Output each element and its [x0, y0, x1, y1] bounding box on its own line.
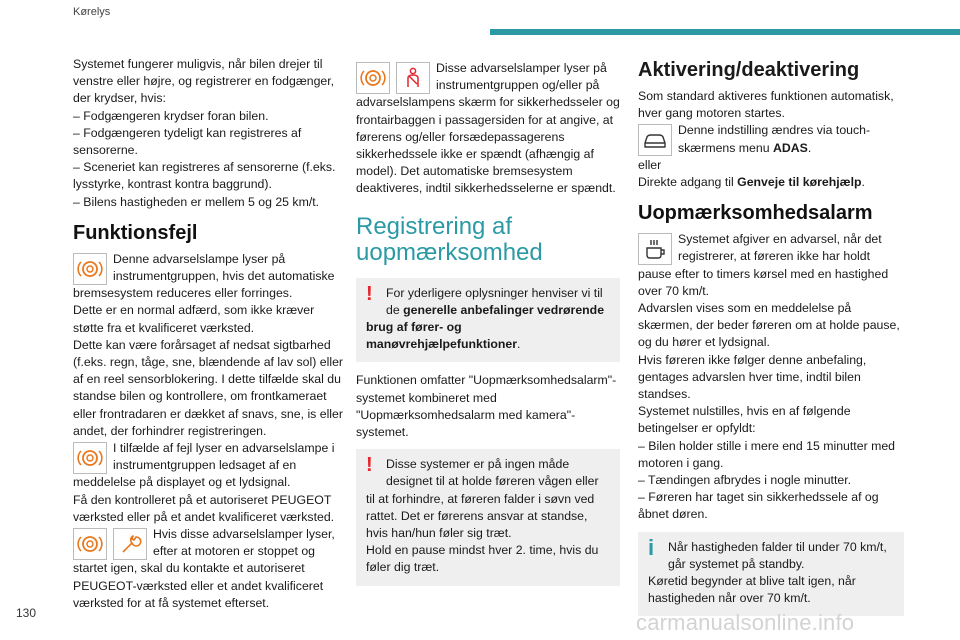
info-note [638, 532, 904, 617]
car-icon [638, 124, 672, 156]
paragraph: I tilfælde af fejl lyser en advarselslampe i instrumentgruppen ledsaget af en meddelelse på displayet og et lydsignal. [73, 441, 335, 490]
paragraph [366, 282, 610, 354]
paragraph [638, 174, 904, 191]
paragraph: Systemet nulstilles, hvis en af følgende betingelser er opfyldt: [638, 404, 851, 436]
warning-note [356, 278, 620, 363]
watermark: carmanualsonline.info [636, 610, 855, 635]
paragraph: Dette kan være forårsaget af nedsat sigtbarhed (f.eks. regn, tåge, sne, blændende af lav sol) eller af en reel sensorblokering. I dette tilfælde skal du standse bilen og kontrollere, om frontkameraet eller frontradaren er dækket af snavs, sne, is eller andet, der forhindrer registreringen. [73, 337, 343, 438]
fault-block-3 [73, 526, 345, 612]
heading-activation: Aktivering/deaktivering [638, 59, 860, 81]
info-icon: i [648, 534, 655, 560]
header-accent-bar [490, 29, 960, 35]
text: For yderligere oplysninger henviser vi til de [386, 285, 603, 317]
heading-fault: Funktionsfejl [73, 221, 198, 244]
bold-text: ADAS [773, 140, 808, 155]
text: Direkte adgang til [638, 175, 738, 190]
settings-block [638, 122, 904, 156]
paragraph: Denne advarselslampe lyser på instrumentgruppen, hvis det automatiske bremsesystem reduceres eller forringes. [73, 251, 335, 301]
page-number: 130 [16, 606, 37, 620]
bold-text: Genveje til kørehjælp [737, 175, 862, 190]
heading-inattention: Registrering af uopmærksomhed [356, 212, 543, 266]
paragraph: Systemet fungerer muligvis, når bilen drejer til venstre eller højre, og registrerer en fodgænger, der krydser, hvis: [73, 57, 335, 106]
list-item: – Fodgængeren tydeligt kan registreres af sensorerne. [73, 125, 302, 158]
paragraph: Hvis disse advarselslamper lyser, efter at motoren er stoppet og startet igen, skal du kontakte et autoriseret PEUGEOT-værksted eller et andet kvalificeret værksted for at få systemet efterset. [73, 527, 335, 610]
paragraph: Disse advarselslamper lyser på instrumentgruppen og/eller på advarselslampens skærm for sikkerhedsseler og frontairbaggen i passagersiden for at angive, at førerens og/eller forsædepassagerens sikkerhedssele ikke er spændt (afhængig af model). Det automatiske bremsesystem deaktiveres, indtil sikkerhedsselerne er spændt. [356, 61, 620, 196]
paragraph: Som standard aktiveres funktionen automatisk, hver gang motoren startes. [638, 89, 894, 121]
paragraph [638, 122, 904, 156]
paragraph: Køretid begynder at blive talt igen, når hastigheden når over 70 km/t. [648, 574, 856, 606]
paragraph: Systemet afgiver en advarsel, når det registrerer, at føreren ikke har holdt pause efter to timers kørsel med en hastighed over 70 km/t. [638, 232, 889, 298]
text: . [517, 337, 521, 352]
warning-icon: ! [366, 454, 373, 477]
text: Denne indstilling ændres via touch-skærmens menu [678, 123, 871, 155]
paragraph: Funktionen omfatter "Uopmærksomhedsalarm"-systemet kombineret med "Uopmærksomhedsalarm med kamera"-systemet. [356, 373, 617, 440]
list-item: – Fodgængeren krydser foran bilen. [73, 108, 269, 123]
paragraph: Advarslen vises som en meddelelse på skærmen, der beder føreren om at holde pause, og du hører et lydsignal. [638, 301, 900, 350]
paragraph: eller [638, 157, 662, 172]
bold-text: generelle anbefalinger vedrørende brug af fører- og manøvrehjælpefunktioner [366, 302, 605, 352]
text: . [861, 175, 865, 190]
wrench-icon [113, 528, 147, 560]
list-item: – Føreren har taget sin sikkerhedssele af og åbnet døren. [638, 490, 879, 522]
paragraph: Hvis føreren ikke følger denne anbefaling, gentages advarslen hver time, indtil bilen standses. [638, 352, 867, 402]
section-title: Kørelys [73, 6, 111, 18]
list-item: – Tændingen afbrydes i nogle minutter. [638, 473, 852, 488]
text: . [807, 140, 812, 155]
paragraph: Hold en pause mindst hver 2. time, hvis du føler dig træt. [366, 543, 599, 575]
warning-note [356, 449, 620, 585]
fault-block-1 [73, 251, 345, 303]
brake-warning-icon [73, 528, 107, 560]
warning-icon: ! [366, 282, 373, 305]
paragraph: Når hastigheden falder til under 70 km/t, går systemet på standby. [668, 539, 887, 571]
seatbelt-block [356, 60, 620, 198]
list-item: – Bilen holder stille i mere end 15 minutter med motoren i gang. [638, 438, 895, 470]
column-2 [356, 60, 620, 596]
seatbelt-icon [396, 62, 430, 94]
heading-alarm: Uopmærksomhedsalarm [638, 202, 873, 225]
paragraph: Få den kontrolleret på et autoriseret PEUGEOT værksted eller på et andet kvalificeret værksted. [73, 492, 335, 524]
brake-warning-icon [73, 442, 107, 474]
fault-block-2 [73, 440, 345, 492]
list-item: – Sceneriet kan registreres af sensorerne (f.eks. lysstyrke, kontrast kontra baggrund). [73, 160, 336, 192]
alarm-block [638, 231, 904, 300]
paragraph: Disse systemer er på ingen måde designet til at holde føreren vågen eller til at forhindre, at føreren falder i søvn ved rattet. Det er førerens ansvar at standse, hvis han/hun føler sig træt. [366, 457, 599, 541]
brake-warning-icon [73, 253, 107, 285]
paragraph: Dette er en normal adfærd, som ikke kræver støtte fra et kvalificeret værksted. [73, 303, 315, 335]
column-1 [73, 56, 345, 612]
brake-warning-icon [356, 62, 390, 94]
list-item: – Bilens hastigheden er mellem 5 og 25 km/t. [73, 194, 320, 209]
coffee-cup-icon [638, 233, 672, 265]
column-3 [638, 56, 904, 626]
